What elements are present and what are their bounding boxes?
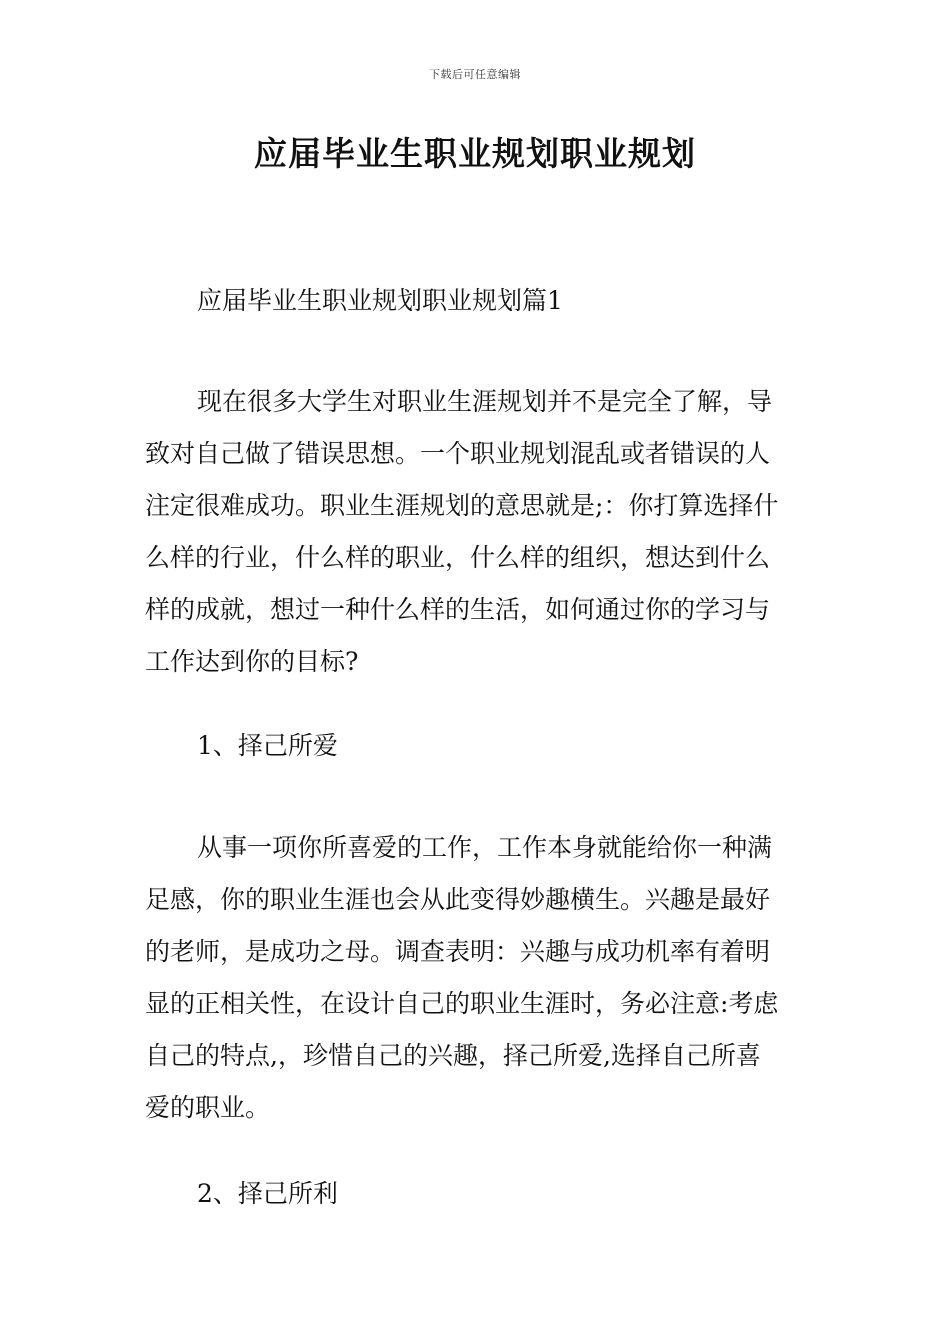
paragraph-line: 爱的职业。 [145,1093,271,1122]
paragraph-line: 么样的行业，什么样的职业，什么样的组织，想达到什么 [145,543,771,572]
point2-heading: 2、择己所利 [197,1179,338,1208]
paragraph-line: 足感，你的职业生涯也会从此变得妙趣横生。兴趣是最好 [145,885,771,914]
paragraph-line: 从事一项你所喜爱的工作，工作本身就能给你一种满 [197,833,773,862]
paragraph-line: 工作达到你的目标? [145,647,359,676]
paragraph-line: 现在很多大学生对职业生涯规划并不是完全了解，导 [197,387,773,416]
point1-paragraph [145,822,810,1134]
paragraph-line: 致对自己做了错误思想。一个职业规划混乱或者错误的人 [145,439,771,468]
paragraph-line: 的老师，是成功之母。调查表明：兴趣与成功机率有着明 [145,937,771,966]
paragraph-line: 显的正相关性，在设计自己的职业生涯时，务必注意:考虑 [145,989,779,1018]
paragraph-line: 自己的特点,，珍惜自己的兴趣，择己所爱,选择自己所喜 [145,1041,761,1070]
paragraph-line: 样的成就，想过一种什么样的生活，如何通过你的学习与 [145,595,771,624]
paragraph-line: 注定很难成功。职业生涯规划的意思就是;：你打算选择什 [145,491,779,520]
header-note: 下载后可任意编辑 [429,68,521,81]
intro-paragraph [145,376,810,688]
document-title: 应届毕业生职业规划职业规划 [254,134,696,173]
section-heading: 应届毕业生职业规划职业规划篇1 [197,286,563,315]
point1-heading: 1、择己所爱 [197,731,338,760]
